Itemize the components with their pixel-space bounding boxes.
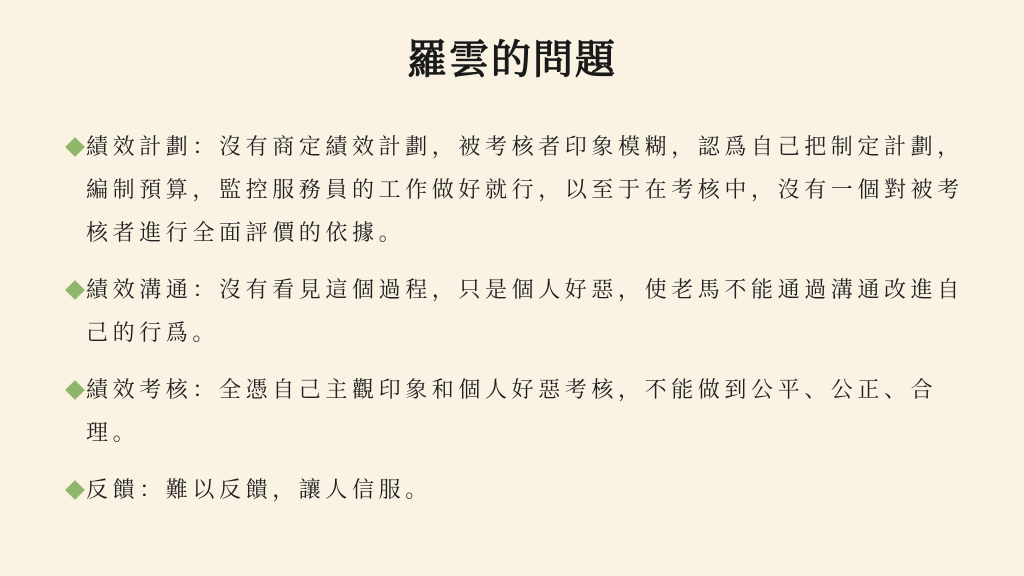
diamond-icon bbox=[65, 280, 85, 300]
bullet-text: 績效溝通：沒有看見這個過程，只是個人好惡，使老馬不能通過溝通改進自己的行爲。 bbox=[86, 278, 964, 346]
diamond-icon bbox=[65, 480, 85, 500]
bullet-text: 績效計劃：沒有商定績效計劃，被考核者印象模糊，認爲自己把制定計劃，編制預算，監控服務員的工作做好就行，以至于在考核中，沒有一個對被考核者進行全面評價的依據。 bbox=[86, 135, 964, 246]
bullet-list bbox=[64, 126, 964, 526]
bullet-item-performance-appraisal bbox=[64, 369, 964, 455]
diamond-icon bbox=[65, 380, 85, 400]
bullet-text: 反饋：難以反饋，讓人信服。 bbox=[86, 478, 432, 503]
diamond-icon bbox=[65, 137, 85, 157]
bullet-item-feedback bbox=[64, 469, 964, 512]
bullet-item-performance-communication bbox=[64, 269, 964, 355]
bullet-item-performance-plan bbox=[64, 126, 964, 255]
page-title: 羅雲的問題 bbox=[407, 36, 617, 83]
bullet-text: 績效考核：全憑自己主觀印象和個人好惡考核，不能做到公平、公正、合理。 bbox=[86, 378, 938, 446]
